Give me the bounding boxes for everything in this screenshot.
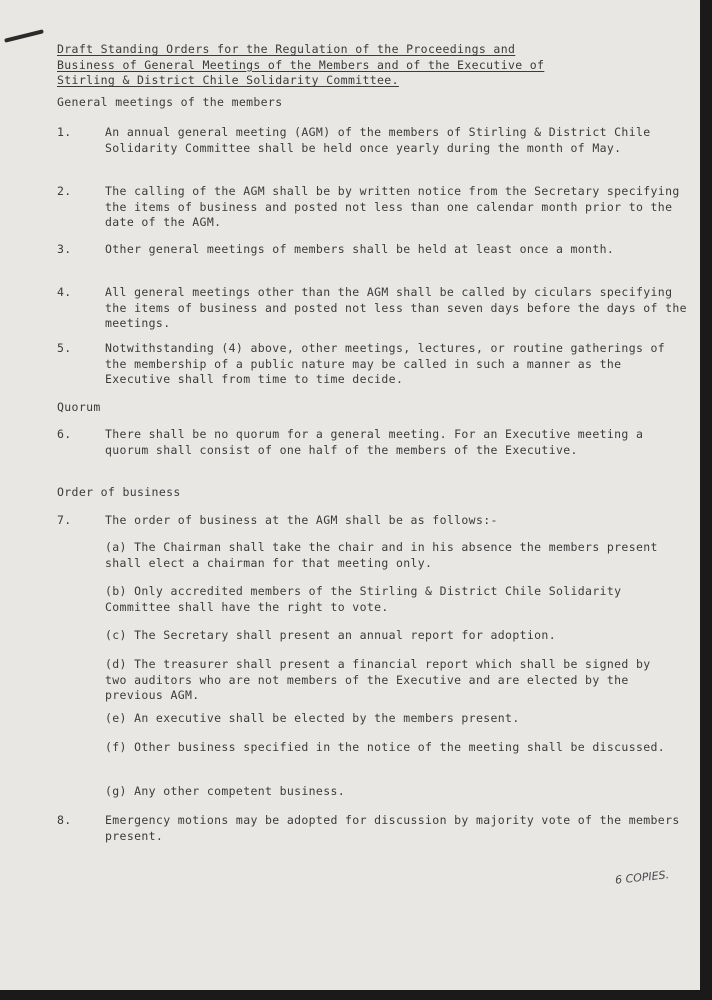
section-heading-quorum: Quorum (57, 400, 101, 414)
item-number: 7. (57, 513, 72, 527)
item-text: Other general meetings of members shall be held at least once a month. (105, 242, 615, 256)
punch-hole (4, 29, 44, 43)
section-heading-general-meetings: General meetings of the members (57, 95, 283, 109)
title-line: Draft Standing Orders for the Regulation of the Proceedings and (57, 42, 516, 56)
item-text: All general meetings other than the AGM shall be called by ciculars specifying the items of business and posted not less than seven days before the days of the meetings. (105, 285, 687, 330)
item-text: An annual general meeting (AGM) of the members of Stirling & District Chile Solidarity Committee shall be held once yearly during the month of May. (105, 125, 651, 155)
item-number: 3. (57, 242, 72, 256)
sub-item: (c) The Secretary shall present an annual report for adoption. (105, 628, 556, 642)
item-number: 2. (57, 184, 72, 198)
item-number: 1. (57, 125, 72, 139)
sub-item: (e) An executive shall be elected by the members present. (105, 711, 520, 725)
section-heading-order-of-business: Order of business (57, 485, 181, 499)
sub-item: (a) The Chairman shall take the chair and in his absence the members present shall elect a chairman for that meeting only. (105, 540, 658, 570)
item-text: The order of business at the AGM shall be as follows:- (105, 513, 498, 527)
sub-item: (d) The treasurer shall present a financial report which shall be signed by two auditors who are not members of the Executive and are elected by the previous AGM. (105, 657, 651, 702)
title-line: Stirling & District Chile Solidarity Committee. (57, 73, 399, 87)
item-text: There shall be no quorum for a general meeting. For an Executive meeting a quorum shall consist of one half of the members of the Executive. (105, 427, 644, 457)
title-line: Business of General Meetings of the Members and of the Executive of (57, 57, 545, 72)
sub-item: (b) Only accredited members of the Stirling & District Chile Solidarity Committee shall have the right to vote. (105, 584, 622, 614)
handwritten-note: 6 COPIES. (614, 868, 670, 887)
item-text: The calling of the AGM shall be by written notice from the Secretary specifying the items of business and posted not less than one calendar month prior to the date of the AGM. (105, 184, 680, 229)
sub-item: (f) Other business specified in the notice of the meeting shall be discussed. (105, 740, 666, 754)
item-number: 5. (57, 341, 72, 355)
item-text: Emergency motions may be adopted for discussion by majority vote of the members present. (105, 813, 680, 843)
item-number: 6. (57, 427, 72, 441)
sub-item: (g) Any other competent business. (105, 784, 346, 798)
item-number: 8. (57, 813, 72, 827)
item-text: Notwithstanding (4) above, other meetings, lectures, or routine gatherings of the membership of a public nature may be called in such a manner as the Executive shall from time to time decide. (105, 341, 666, 386)
item-number: 4. (57, 285, 72, 299)
document-title (57, 42, 657, 89)
